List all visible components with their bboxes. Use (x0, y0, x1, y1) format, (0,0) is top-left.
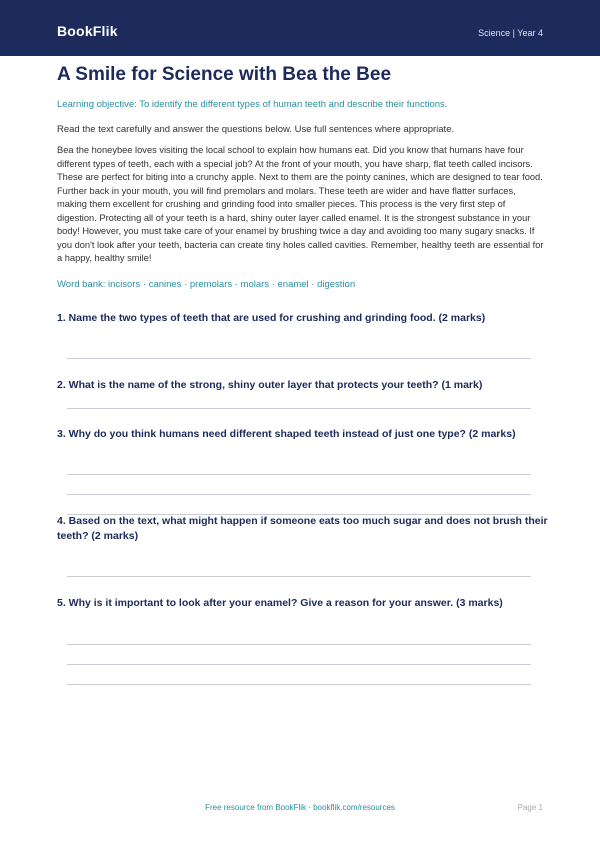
subject-year-label: Science | Year 4 (478, 28, 543, 38)
answer-line[interactable] (67, 358, 531, 359)
question-2: 2. What is the name of the strong, shiny outer layer that protects your teeth? (1 mark) (57, 379, 483, 391)
question-5: 5. Why is it important to look after your enamel? Give a reason for your answer. (3 marks) (57, 597, 503, 609)
question-1: 1. Name the two types of teeth that are used for crushing and grinding food. (2 marks) (57, 312, 486, 324)
answer-line[interactable] (67, 664, 531, 665)
brand-logo[interactable]: BookFlik (57, 23, 118, 39)
question-3: 3. Why do you think humans need different shaped teeth instead of just one type? (2 marks) (57, 428, 516, 440)
answer-line[interactable] (67, 644, 531, 645)
instructions: Read the text carefully and answer the questions below. Use full sentences where appropriate. (57, 124, 455, 135)
reading-passage: Bea the honeybee loves visiting the local school to explain how humans eat. Did you know that humans have four different types of teeth, each with a special job? At the front of your mouth, you have sharp, flat teeth called incisors. These are perfect for biting into a crunchy apple. Next to them are the pointy canines, which are designed to tear food. Further back in your mouth, you will find premolars and molars. These teeth are wider and have flatter surfaces, making them excellent for crushing and grinding food into smaller pieces. This process is the very first step of digestion. Protecting all of your teeth is a hard, shiny outer layer called enamel. It is the strongest substance in your body! However, you must take care of your enamel by brushing twice a day and avoiding too many sugary snacks. If you don't look after your teeth, bacteria can create tiny holes called cavities. Remember, healthy teeth are essential for a happy, healthy smile! (57, 145, 544, 263)
footer-resource-link[interactable]: Free resource from BookFlik · bookflik.com/resources (205, 803, 395, 812)
answer-line[interactable] (67, 576, 531, 577)
worksheet-title: A Smile for Science with Bea the Bee (57, 64, 392, 85)
answer-line[interactable] (67, 408, 531, 409)
page-header (0, 0, 600, 56)
question-4: 4. Based on the text, what might happen if someone eats too much sugar and does not brush their teeth? (2 marks) (57, 515, 548, 542)
learning-objective: Learning objective: To identify the different types of human teeth and describe their functions. (57, 99, 448, 110)
answer-line[interactable] (67, 684, 531, 685)
answer-line[interactable] (67, 474, 531, 475)
answer-line[interactable] (67, 494, 531, 495)
word-bank: Word bank: incisors · canines · premolars · molars · enamel · digestion (57, 279, 356, 290)
page-number: Page 1 (517, 803, 543, 812)
